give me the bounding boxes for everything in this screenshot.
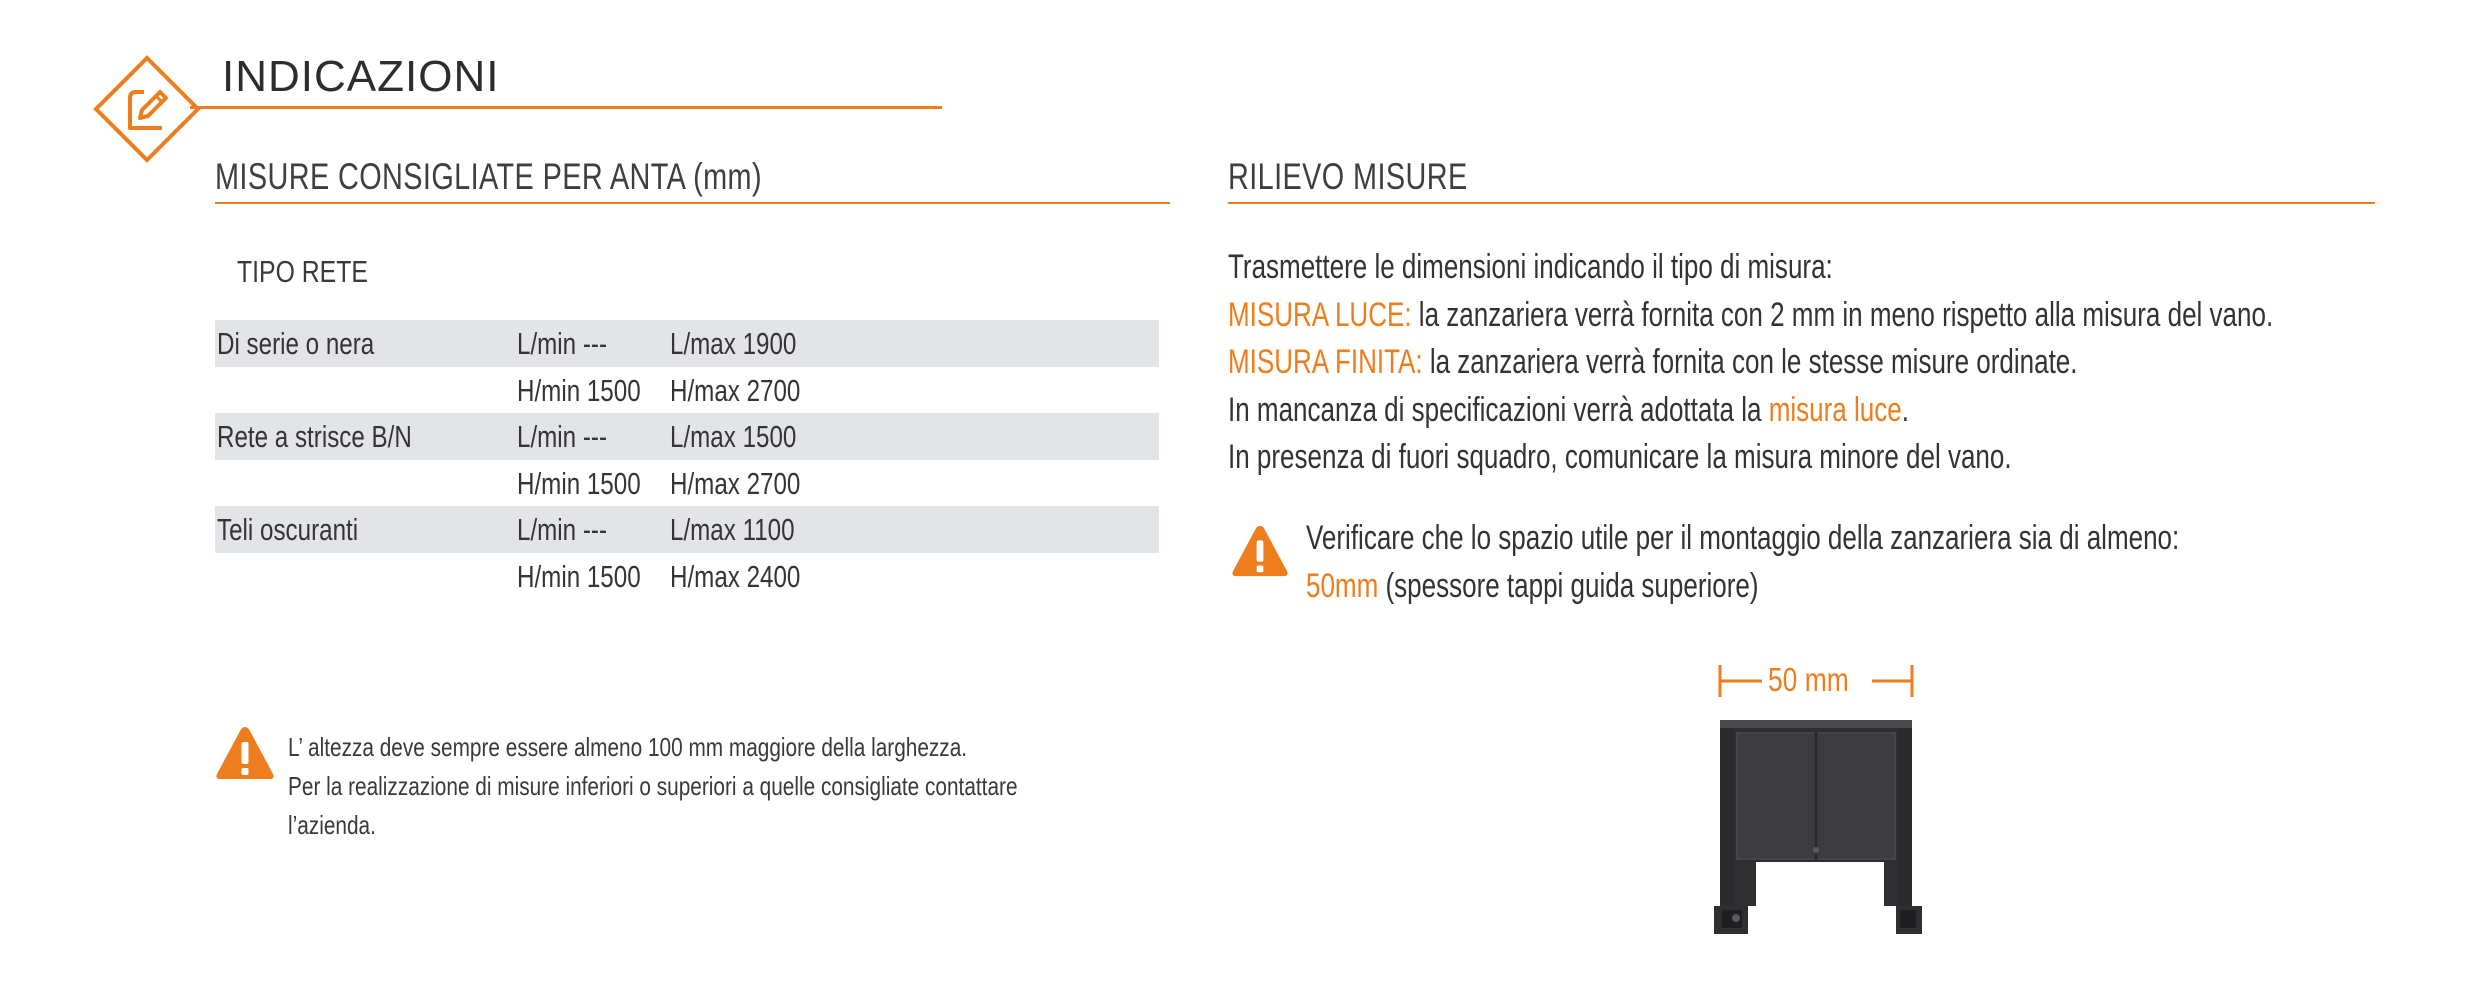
table-row — [215, 553, 1159, 600]
squadro-line: In presenza di fuori squadro, comunicare la misura minore del vano. — [1228, 438, 2012, 476]
min-size-cell: L/min --- — [517, 326, 608, 361]
max-size-cell: H/max 2400 — [670, 558, 801, 594]
misura-luce-line — [1228, 292, 2273, 340]
table-row — [215, 506, 1159, 553]
table-row — [215, 367, 1159, 414]
left-warning-text — [288, 728, 1018, 845]
default-measure-end: . — [1901, 390, 1909, 429]
intro-line: Trasmettere le dimensioni indicando il tipo di misura: — [1228, 248, 1833, 286]
net-type-cell: Rete a strisce B/N — [217, 419, 412, 454]
dimension-label: 50 mm — [1768, 661, 1849, 698]
warning-line — [1306, 562, 2179, 610]
table-subtitle: TIPO RETE — [237, 254, 368, 289]
warning-line: l’azienda. — [288, 810, 376, 840]
section-title-rilievo: RILIEVO MISURE — [1228, 156, 1468, 197]
warning-triangle-icon — [214, 724, 276, 782]
max-size-cell: H/max 2700 — [670, 465, 801, 501]
max-size-cell: L/max 1900 — [670, 326, 797, 361]
min-size-cell: H/min 1500 — [517, 558, 641, 594]
section-divider — [215, 202, 1170, 204]
table-row — [215, 320, 1159, 367]
page-title: INDICAZIONI — [222, 52, 500, 101]
section-divider — [1228, 202, 2375, 204]
misura-luce-text: la zanzariera verrà fornita con 2 mm in meno rispetto alla misura del vano. — [1411, 295, 2274, 334]
pencil-edit-icon — [92, 54, 202, 164]
max-size-cell: L/max 1500 — [670, 419, 797, 454]
default-measure-text: In mancanza di specificazioni verrà adottata la — [1228, 390, 1769, 429]
top-cap-profile-icon — [1700, 712, 1930, 944]
default-measure-line — [1228, 387, 2273, 435]
net-size-table — [215, 320, 1159, 599]
min-size-cell: H/min 1500 — [517, 465, 641, 501]
misura-finita-line — [1228, 339, 2273, 387]
section-title-misure: MISURE CONSIGLIATE PER ANTA (mm) — [215, 156, 762, 197]
min-size-cell: H/min 1500 — [517, 372, 641, 408]
net-type-cell: Di serie o nera — [217, 326, 375, 361]
warning-triangle-icon — [1230, 523, 1290, 579]
misura-luce-label: MISURA LUCE: — [1228, 295, 1412, 334]
min-size-cell: L/min --- — [517, 512, 608, 547]
min-space-highlight: 50mm — [1306, 567, 1379, 605]
max-size-cell: H/max 2700 — [670, 372, 801, 408]
right-warning-text — [1306, 514, 2179, 610]
table-row — [215, 460, 1159, 507]
measurement-instructions — [1228, 244, 2273, 482]
warning-line-end: (spessore tappi guida superiore) — [1378, 567, 1759, 605]
warning-line: Verificare che lo spazio utile per il montaggio della zanzariera sia di almeno: — [1306, 519, 2180, 557]
warning-line: L’ altezza deve sempre essere almeno 100 mm maggiore della larghezza. — [288, 732, 968, 762]
max-size-cell: L/max 1100 — [670, 512, 795, 547]
warning-line: Per la realizzazione di misure inferiori o superiori a quelle consigliate contattare — [288, 771, 1018, 801]
table-row — [215, 413, 1159, 460]
header-divider — [190, 106, 942, 109]
net-type-cell: Teli oscuranti — [217, 512, 359, 547]
default-measure-highlight: misura luce — [1768, 390, 1902, 429]
misura-finita-label: MISURA FINITA: — [1228, 343, 1423, 381]
min-size-cell: L/min --- — [517, 419, 608, 454]
misura-finita-text: la zanzariera verrà fornita con le stesse misure ordinate. — [1422, 343, 2078, 381]
